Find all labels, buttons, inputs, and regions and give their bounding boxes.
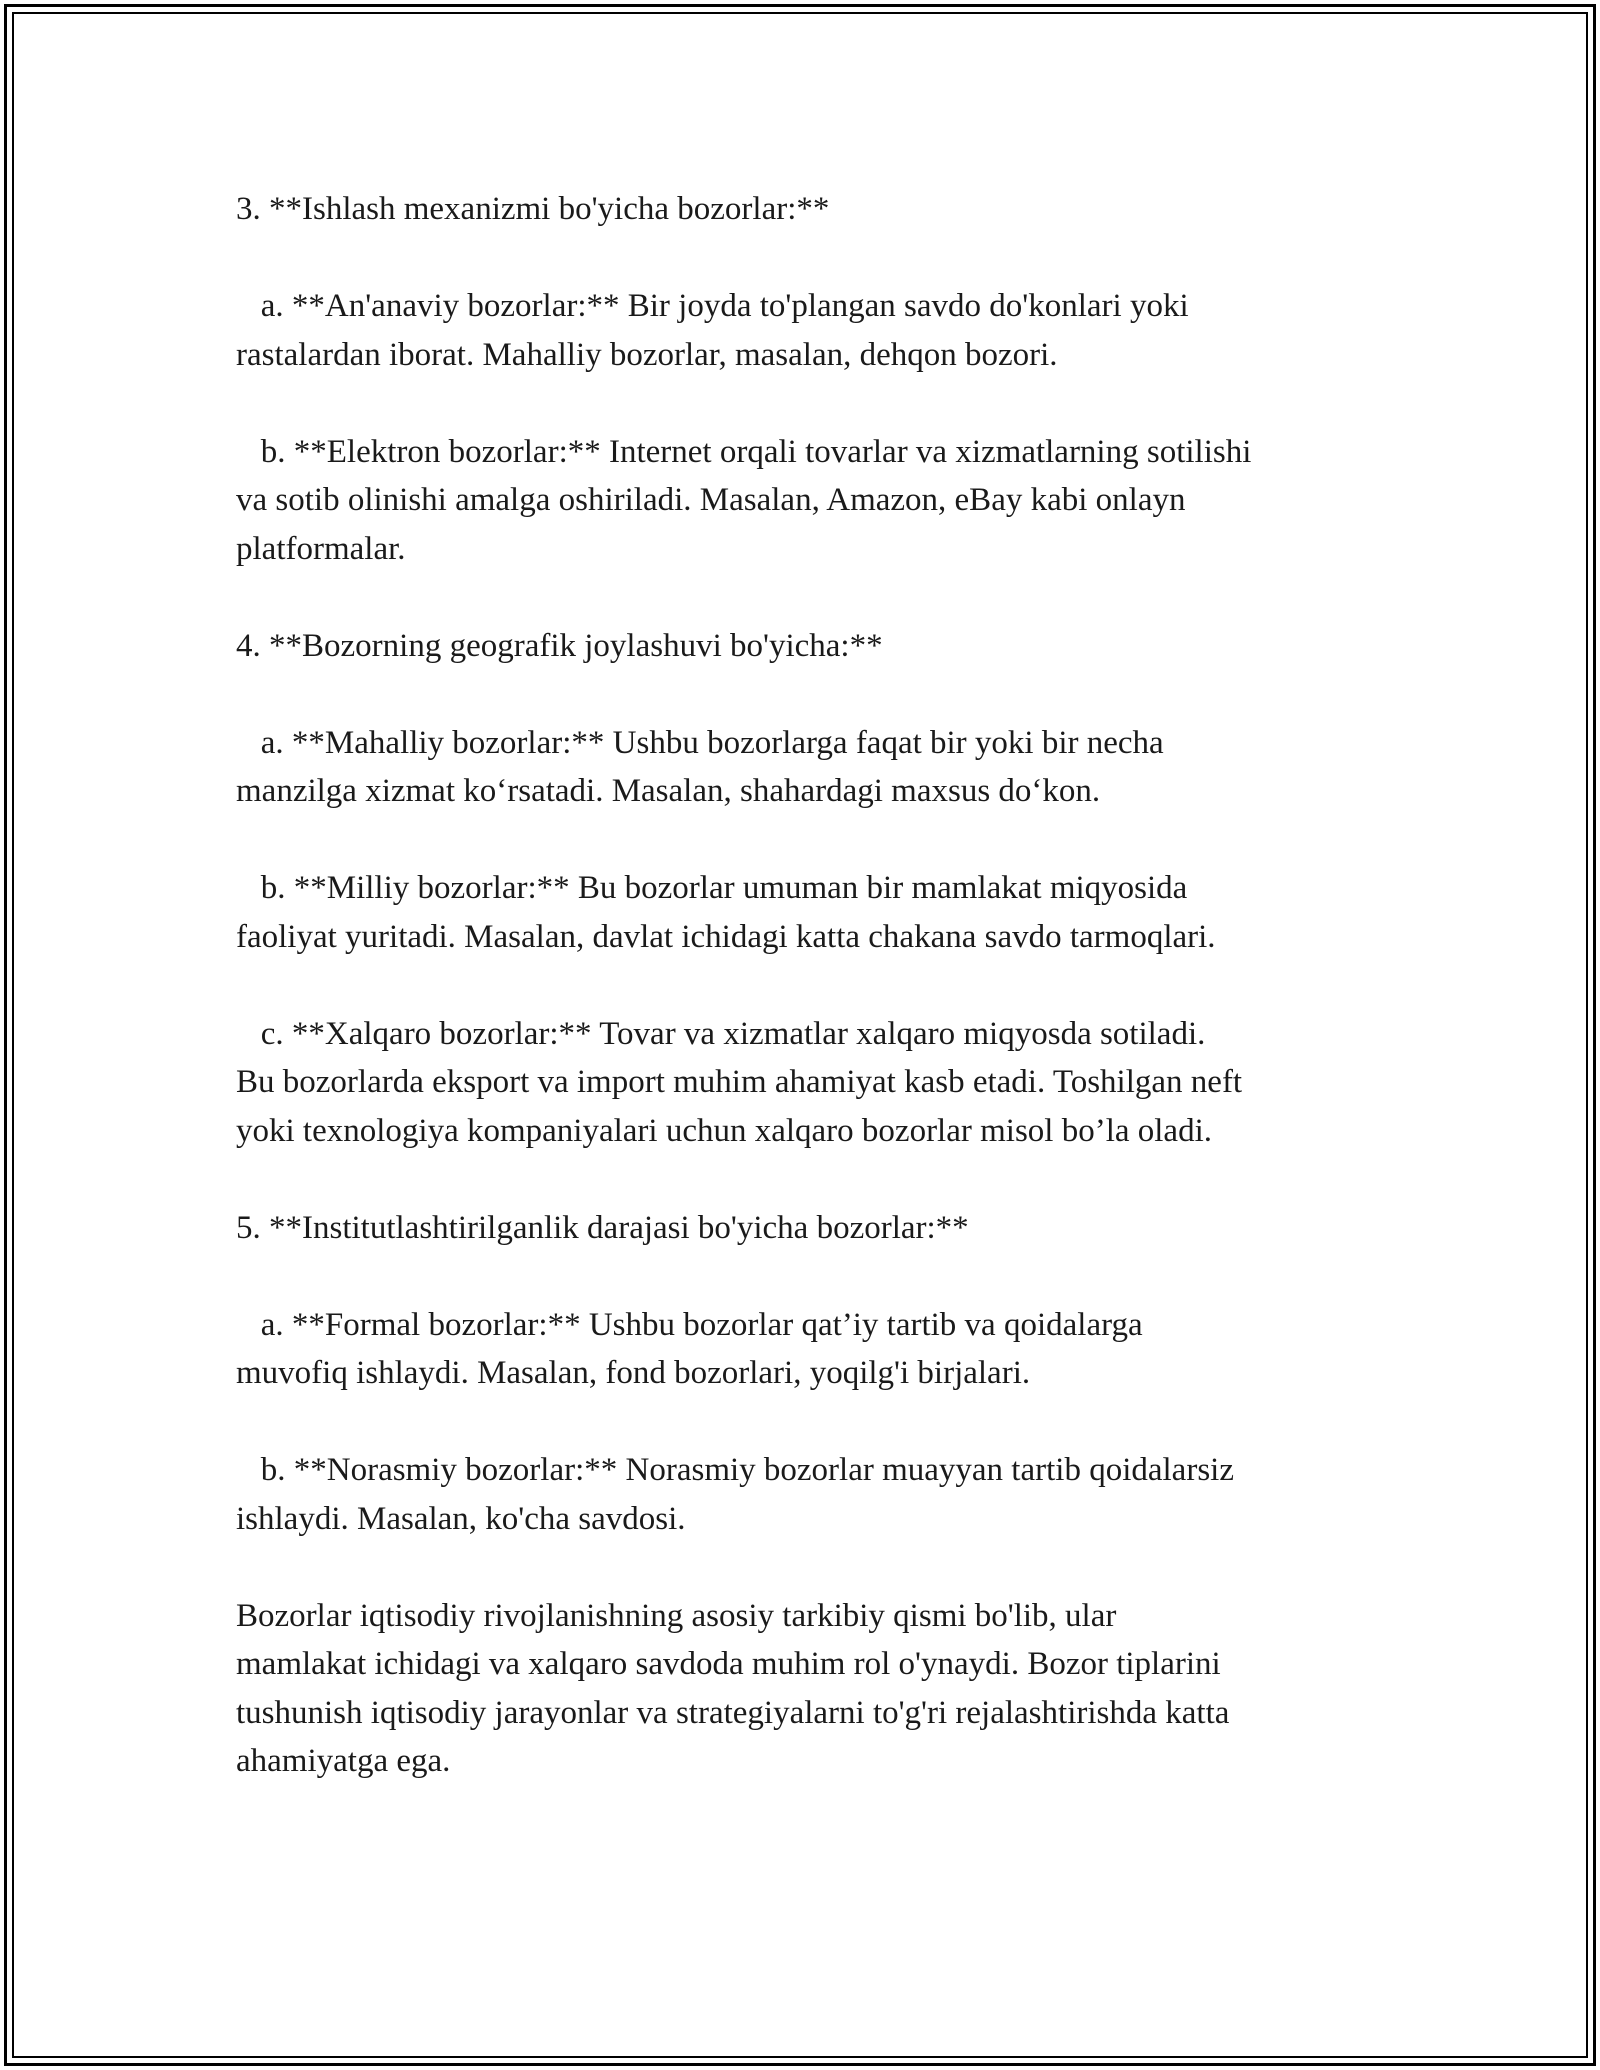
conclusion-paragraph: Bozorlar iqtisodiy rivojlanishning asosiy tarkibiy qismi bo'lib, ular mamlakat ichidagi va xalqaro savdoda muhim rol o'ynaydi. Bozor tiplarini tushunish iqtisodiy jarayonlar va strategiyalarni to'g'ri rejalashtirishda katta ahamiyatga ega. xyxy=(236,1597,1230,1779)
section-heading-3: 3. **Ishlash mexanizmi bo'yicha bozorlar:** xyxy=(236,191,830,227)
list-item-3b: b. **Elektron bozorlar:** Internet orqali tovarlar va xizmatlarning sotilishi va sotib olinishi amalga oshiriladi. Masalan, Amazon, eBay kabi onlayn platformalar. xyxy=(236,433,1252,567)
list-item-4c: c. **Xalqaro bozorlar:** Tovar va xizmatlar xalqaro miqyosda sotiladi. Bu bozorlarda eksport va import muhim ahamiyat kasb etadi. Toshilgan neft yoki texnologiya kompaniyalari uchun xalqaro bozorlar misol bo’la oladi. xyxy=(236,1015,1243,1149)
list-item-4a: a. **Mahalliy bozorlar:** Ushbu bozorlarga faqat bir yoki bir necha manzilga xizmat ko‘rsatadi. Masalan, shahardagi maxsus do‘kon. xyxy=(236,724,1164,809)
list-item-4b: b. **Milliy bozorlar:** Bu bozorlar umuman bir mamlakat miqyosida faoliyat yuritadi. Masalan, davlat ichidagi katta chakana savdo tarmoqlari. xyxy=(236,870,1216,955)
list-item-5b: b. **Norasmiy bozorlar:** Norasmiy bozorlar muayyan tartib qoidalarsiz ishlaydi. Masalan, ko'cha savdosi. xyxy=(236,1452,1234,1537)
document-body xyxy=(236,185,1386,1834)
section-heading-4: 4. **Bozorning geografik joylashuvi bo'yicha:** xyxy=(236,627,883,664)
section-heading-5: 5. **Institutlashtirilganlik darajasi bo'yicha bozorlar:** xyxy=(236,1209,969,1246)
list-item-5a: a. **Formal bozorlar:** Ushbu bozorlar qat’iy tartib va qoidalarga muvofiq ishlaydi. Masalan, fond bozorlari, yoqilg'i birjalari. xyxy=(236,1306,1143,1391)
list-item-3a: a. **An'anaviy bozorlar:** Bir joyda to'plangan savdo do'konlari yoki rastalardan iborat. Mahalliy bozorlar, masalan, dehqon bozori. xyxy=(236,288,1189,373)
